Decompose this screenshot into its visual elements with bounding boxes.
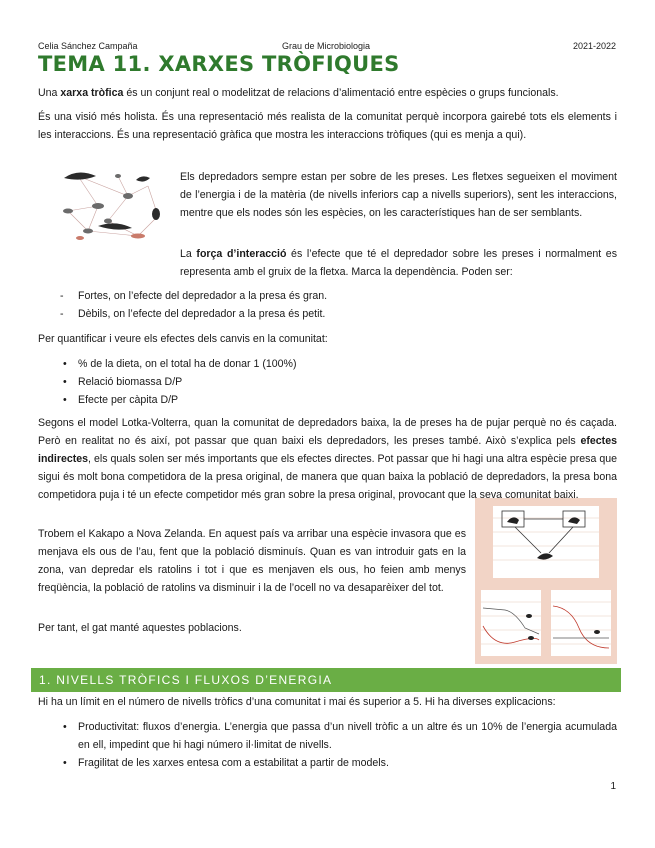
section-1-lead: Hi ha un límit en el número de nivells tròfics d’una comunitat i mai és superior a 5. Hi ha diverses explicacions: <box>38 696 556 708</box>
quantify-lead: Per quantificar i veure els efectes dels canvis en la comunitat: <box>38 333 328 345</box>
quantify-list <box>38 355 297 409</box>
term-efectes-indirectes: efectes indirectes <box>38 435 617 465</box>
limits-list <box>38 718 617 772</box>
list-item: • Relació biomassa D/P <box>63 376 183 388</box>
term-forca-interaccio: força d’interacció <box>196 248 287 260</box>
list-item: - Fortes, on l’efecte del depredador a la presa és gran. <box>60 290 328 302</box>
kakapo-paragraph: Trobem el Kakapo a Nova Zelanda. En aquest país va arribar una espècie invasora que es menjava els ous de l’au, fent que la població disminuís. Quan es van introduir gats en la zona, van depredar els ratolins i tot i que es menjaven els ous, ho feien amb menys freqüència, la població de ratolins va disminuir i la de l’ocell no va desaparèixer del tot. <box>38 528 466 594</box>
kakapo-conclusion: Per tant, el gat manté aquestes poblacions. <box>38 622 242 634</box>
predators-paragraph: Els depredadors sempre estan per sobre de les preses. Les fletxes segueixen el moviment de l’energia i de la matèria (de nivells inferiors cap a nivells superiors), sent les interaccions, mentre que els nodes són les espècies, on les característiques han de ser semblants. <box>180 171 617 219</box>
food-web-figure <box>58 166 172 246</box>
list-item: • Fragilitat de les xarxes entesa com a estabilitat a partir de models. <box>63 757 389 769</box>
interaction-strength-paragraph: La força d’interacció és l’efecte que té el depredador sobre les preses i normalment es representa amb el gruix de la fletxa. Marca la dependència. Poden ser: <box>180 248 617 278</box>
list-item: - Dèbils, on l’efecte del depredador a la presa és petit. <box>60 308 326 320</box>
kakapo-figure <box>475 498 617 664</box>
list-item: • Efecte per càpita D/P <box>63 394 179 406</box>
intro-paragraph: Una xarxa tròfica és un conjunt real o modelitzat de relacions d’alimentació entre espècies o grups funcionals. <box>38 87 559 99</box>
list-item: • % de la dieta, on el total ha de donar 1 (100%) <box>63 358 297 370</box>
section-1-heading: 1. NIVELLS TRÒFICS I FLUXOS D’ENERGIA <box>31 668 621 692</box>
header-author: Celia Sánchez Campaña <box>38 41 138 51</box>
list-item: • Productivitat: fluxos d’energia. L’energia que passa d’un nivell tròfic a un altre és un 10% de l’energia acumulada en ell, impedint que hi hagi número il·limitat de nivells. <box>63 721 617 751</box>
header-degree: Grau de Microbiologia <box>282 41 371 51</box>
strength-list <box>38 287 327 323</box>
lotka-volterra-paragraph: Segons el model Lotka-Volterra, quan la comunitat de depredadors baixa, la de preses ha de pujar perquè no és caçada. Però en realitat no és així, pot passar que quan baixi els depredadors, les preses també. Això s’explica pels efectes indirectes, els quals solen ser més importants que els efectes directes. Pot passar que hi hagi una altra espècie presa que sigui és molt bona competidora de la presa original, de manera que quan baixa la població de depredadors, la presa bona competidora puja i té un efecte competidor més gran sobre la presa original, provocant que la seva comunitat baixi. <box>38 417 617 501</box>
holistic-paragraph: És una visió més holista. És una representació més realista de la comunitat perquè incorpora gairebé tots els elements i les interaccions. És una representació gràfica que mostra les interaccions tròfiques (qui es menja a qui). <box>38 111 617 141</box>
term-xarxa-trofica: xarxa tròfica <box>60 87 124 99</box>
page-title: TEMA 11. XARXES TRÒFIQUES <box>38 52 400 76</box>
page-number: 1 <box>610 781 616 792</box>
header-year: 2021-2022 <box>572 41 616 51</box>
